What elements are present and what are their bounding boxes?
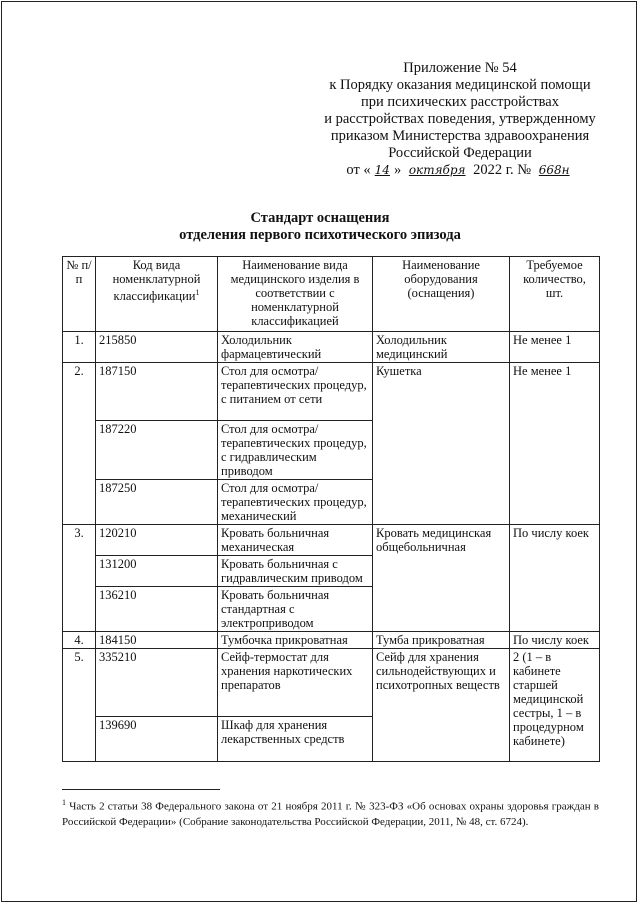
equipment-name: Кровать медицинская общебольничная: [373, 525, 510, 632]
handwritten-day: 14: [374, 163, 390, 177]
header-device-name: Наименование вида медицинского изделия в соответствии с номенклатурной классификацией: [218, 257, 373, 332]
item-code: 187150: [96, 363, 218, 421]
item-name: Стол для осмотра/терапевтических процедур, с гидравлическим приводом: [218, 421, 373, 480]
item-code: 136210: [96, 587, 218, 632]
header-line-6: Российской Федерации: [388, 145, 532, 161]
header-line-2: к Порядку оказания медицинской помощи: [329, 77, 591, 93]
item-code: 184150: [96, 632, 218, 649]
equipment-name: Сейф для хранения сильнодействующих и психотропных веществ: [373, 649, 510, 762]
equipment-name: Тумба прикроватная: [373, 632, 510, 649]
footnote-number: 1: [62, 798, 66, 807]
row-number: 2.: [63, 363, 96, 525]
item-name: Стол для осмотра/терапевтических процедур, с питанием от сети: [218, 363, 373, 421]
equipment-name: Кушетка: [373, 363, 510, 525]
table-row: [63, 332, 600, 363]
header-equipment-name: Наименование оборудования (оснащения): [373, 257, 510, 332]
item-code: 131200: [96, 556, 218, 587]
row-number: 3.: [63, 525, 96, 632]
quantity: 2 (1 – в кабинете старшей медицинской сестры, 1 – в процедурном кабинете): [510, 649, 600, 762]
quantity: По числу коек: [510, 632, 600, 649]
item-name: Сейф-термостат для хранения наркотических препаратов: [218, 649, 373, 717]
item-code: 139690: [96, 717, 218, 762]
quantity: По числу коек: [510, 525, 600, 632]
header-number: № п/п: [63, 257, 96, 332]
table-row: [63, 649, 600, 717]
row-number: 5.: [63, 649, 96, 762]
date-prefix: от «: [346, 162, 371, 178]
equipment-name: Холодильник медицинский: [373, 332, 510, 363]
item-name: Кровать больничная с гидравлическим приводом: [218, 556, 373, 587]
footnote-separator: [62, 789, 220, 790]
item-name: Холодильник фармацевтический: [218, 332, 373, 363]
handwritten-month: октября: [408, 163, 466, 177]
document-title: Стандарт оснащения: [250, 210, 390, 226]
footnote-marker: 1: [195, 288, 200, 297]
item-code: 215850: [96, 332, 218, 363]
table-header-row: [63, 257, 600, 332]
header-line-5: приказом Министерства здравоохранения: [330, 128, 590, 144]
row-number: 4.: [63, 632, 96, 649]
table-row: [63, 363, 600, 421]
date-mid: »: [393, 162, 402, 178]
item-name: Шкаф для хранения лекарственных средств: [218, 717, 373, 762]
appendix-header: [300, 60, 620, 179]
header-line-3: при психических расстройствах: [360, 94, 559, 110]
header-quantity: Требуемое количество, шт.: [510, 257, 600, 332]
header-code: Код вида номенклатурной классификации$^1$: [96, 257, 218, 332]
equipment-table: [62, 256, 600, 762]
quantity: Не менее 1: [510, 332, 600, 363]
handwritten-order-number: 668н: [538, 163, 570, 177]
table-row: [63, 525, 600, 556]
item-name: Кровать больничная механическая: [218, 525, 373, 556]
date-year: 2022 г. №: [473, 162, 532, 178]
footnote-text: Часть 2 статьи 38 Федерального закона от 21 ноября 2011 г. № 323-ФЗ «Об основах охраны здоровья граждан в Российской Федерации» (Собрание законодательства Российской Федерации, 2011, № 48, ст. 6724).: [62, 800, 599, 828]
row-number: 1.: [63, 332, 96, 363]
item-name: Кровать больничная стандартная с электроприводом: [218, 587, 373, 632]
footnote: [62, 795, 599, 830]
quantity: Не менее 1: [510, 363, 600, 525]
header-line-1: Приложение № 54: [403, 60, 517, 76]
item-code: 187220: [96, 421, 218, 480]
order-date-line: [300, 162, 620, 179]
table-row: [63, 632, 600, 649]
item-name: Тумбочка прикроватная: [218, 632, 373, 649]
item-code: 187250: [96, 480, 218, 525]
item-name: Стол для осмотра/терапевтических процедур, механический: [218, 480, 373, 525]
item-code: 120210: [96, 525, 218, 556]
header-line-4: и расстройствах поведения, утвержденному: [324, 111, 596, 127]
document-subtitle: отделения первого психотического эпизода: [179, 227, 461, 243]
item-code: 335210: [96, 649, 218, 717]
